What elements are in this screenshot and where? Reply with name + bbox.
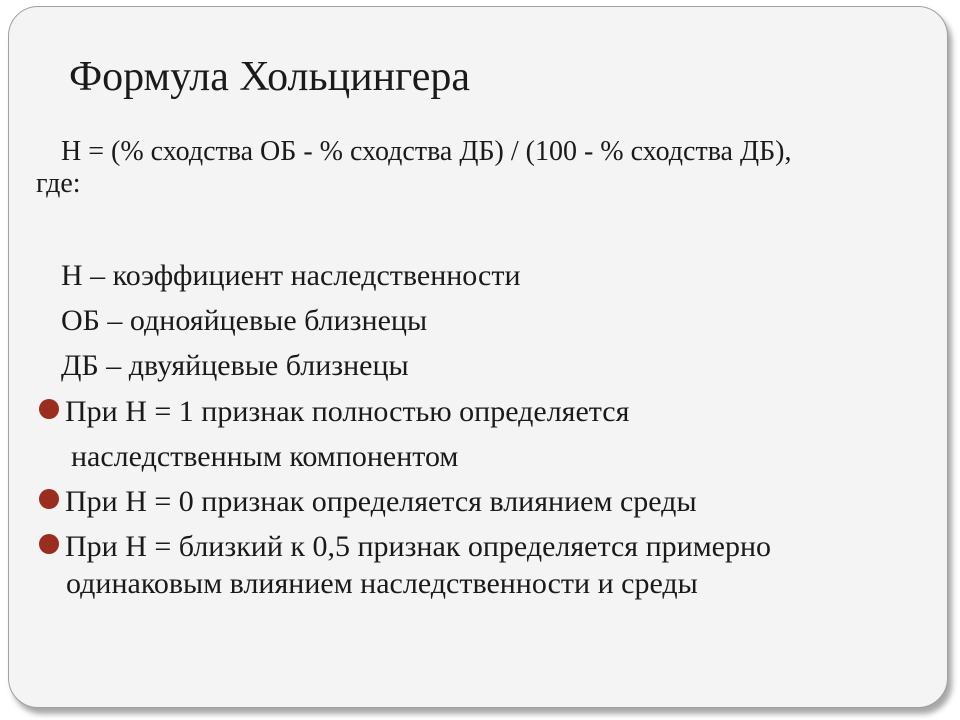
slide-title: Формула Хольцингера bbox=[69, 54, 471, 100]
bullet-text: При Н = 1 признак полностью определяется bbox=[65, 395, 630, 428]
definition-h: Н – коэффициент наследственности bbox=[61, 259, 521, 292]
bullet-dot-icon bbox=[39, 399, 59, 419]
bullet-continuation: одинаковым влиянием наследственности и среды bbox=[66, 567, 698, 600]
slide-card bbox=[8, 6, 948, 708]
bullet-item-h0 bbox=[39, 485, 697, 519]
formula-line: Н = (% сходства ОБ - % сходства ДБ) / (100 - % сходства ДБ), bbox=[61, 136, 792, 167]
bullet-text: При Н = 0 признак определяется влиянием среды bbox=[65, 485, 697, 518]
bullet-dot-icon bbox=[39, 534, 59, 554]
bullet-dot-icon bbox=[39, 489, 59, 509]
definition-ob: ОБ – однояйцевые близнецы bbox=[61, 304, 428, 337]
bullet-continuation: наследственным компонентом bbox=[71, 440, 459, 473]
bullet-item-h1 bbox=[39, 395, 629, 429]
bullet-text: При Н = близкий к 0,5 признак определяется примерно bbox=[65, 530, 772, 563]
formula-continuation: где: bbox=[36, 168, 81, 199]
bullet-item-h05 bbox=[39, 530, 771, 564]
definition-db: ДБ – двуяйцевые близнецы bbox=[61, 349, 409, 382]
